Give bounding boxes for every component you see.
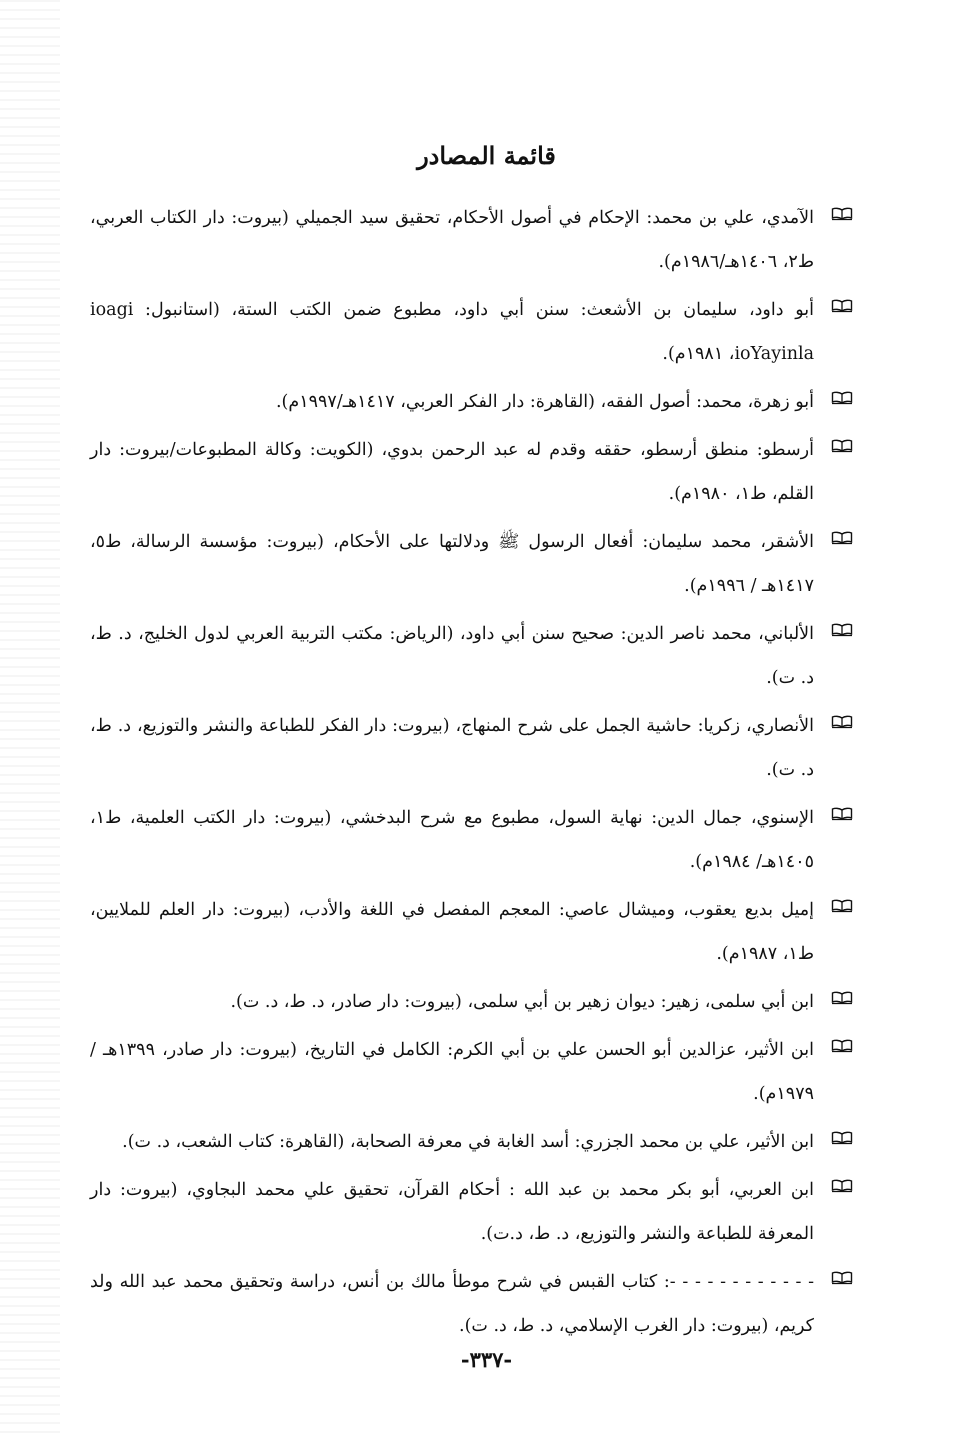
entry-text: أرسطو: منطق أرسطو، حققه وقدم له عبد الرحمن بدوي، (الكويت: وكالة المطبوعات/بيروت: دار القلم، ط١، ١٩٨٠م). — [90, 440, 814, 504]
bibliography-entry — [90, 980, 870, 1024]
open-book-icon — [814, 196, 870, 221]
open-book-icon — [814, 1168, 870, 1193]
bibliography-entry — [90, 428, 870, 516]
open-book-icon — [814, 428, 870, 453]
open-book-icon — [814, 1120, 870, 1145]
open-book-icon — [814, 1260, 870, 1285]
entry-text: الأشقر، محمد سليمان: أفعال الرسول ﷺ ودلالتها على الأحكام، (بيروت: مؤسسة الرسالة، ط٥، ١٤١٧هـ / ١٩٩٦م). — [90, 532, 814, 596]
open-book-icon — [814, 380, 870, 405]
open-book-icon — [814, 1028, 870, 1053]
bibliography-entry — [90, 796, 870, 884]
entry-text: الأنصاري، زكريا: حاشية الجمل على شرح المنهاج، (بيروت: دار الفكر للطباعة والنشر والتوزيع، د. ط، د. ت). — [90, 716, 814, 780]
bibliography-entry — [90, 288, 870, 376]
open-book-icon — [814, 980, 870, 1005]
open-book-icon — [814, 888, 870, 913]
open-book-icon — [814, 796, 870, 821]
entry-text: الألباني، محمد ناصر الدين: صحيح سنن أبي داود، (الرياض: مكتب التربية العربي لدول الخليج، د. ط، د. ت). — [90, 624, 814, 688]
bibliography-entry — [90, 1120, 870, 1164]
page-title: قائمة المصادر — [417, 141, 556, 170]
open-book-icon — [814, 520, 870, 545]
bibliography-list — [90, 196, 870, 1352]
open-book-icon — [814, 288, 870, 313]
entry-text: أبو داود، سليمان بن الأشعث: سنن أبي داود، مطبوع ضمن الكتب الستة، (استانبول: ioagi ioYayinla، ١٩٨١م). — [90, 300, 814, 364]
bibliography-entry — [90, 520, 870, 608]
bibliography-entry — [90, 704, 870, 792]
page-number: -٣٣٧- — [460, 1347, 513, 1372]
entry-text: الآمدي، علي بن محمد: الإحكام في أصول الأحكام، تحقيق سيد الجميلي (بيروت: دار الكتاب العربي، ط٢، ١٤٠٦هـ/١٩٨٦م). — [90, 208, 814, 272]
bibliography-entry — [90, 1260, 870, 1348]
bibliography-entry — [90, 1168, 870, 1256]
scan-edge — [0, 0, 60, 1439]
bibliography-entry — [90, 380, 870, 424]
bibliography-entry — [90, 1028, 870, 1116]
open-book-icon — [814, 612, 870, 637]
entry-text: - - - - - - - - - - - -: كتاب القبس في شرح موطأ مالك بن أنس، دراسة وتحقيق محمد عبد الله ولد كريم، (بيروت: دار الغرب الإسلامي، د. ط، د. ت). — [90, 1272, 814, 1336]
bibliography-entry — [90, 612, 870, 700]
open-book-icon — [814, 704, 870, 729]
bibliography-entry — [90, 196, 870, 284]
entry-text: ابن الأثير، عزالدين أبو الحسن علي بن أبي الكرم: الكامل في التاريخ، (بيروت: دار صادر، ١٣٩٩هـ /١٩٧٩م). — [90, 1040, 814, 1104]
entry-text: أبو زهرة، محمد: أصول الفقه، (القاهرة: دار الفكر العربي، ١٤١٧هـ/١٩٩٧م). — [275, 392, 814, 412]
entry-text: ابن أبي سلمى، زهير: ديوان زهير بن أبي سلمى، (بيروت: دار صادر، د. ط، د. ت). — [230, 992, 814, 1012]
bibliography-entry — [90, 888, 870, 976]
entry-text: إميل بديع يعقوب، وميشال عاصي: المعجم المفصل في اللغة والأدب، (بيروت: دار العلم للملايين، ط١، ١٩٨٧م). — [90, 900, 814, 964]
entry-text: الإسنوي، جمال الدين: نهاية السول، مطبوع مع شرح البدخشي، (بيروت: دار الكتب العلمية، ط١، ١٤٠٥هـ/ ١٩٨٤م). — [90, 808, 814, 872]
entry-text: ابن الأثير، علي بن محمد الجزري: أسد الغابة في معرفة الصحابة، (القاهرة: كتاب الشعب، د. ت). — [122, 1132, 814, 1152]
entry-text: ابن العربي، أبو بكر محمد بن عبد الله : أحكام القرآن، تحقيق علي محمد البجاوي، (بيروت: دار المعرفة للطباعة والنشر والتوزيع، د. ط، د.ت). — [90, 1180, 814, 1244]
